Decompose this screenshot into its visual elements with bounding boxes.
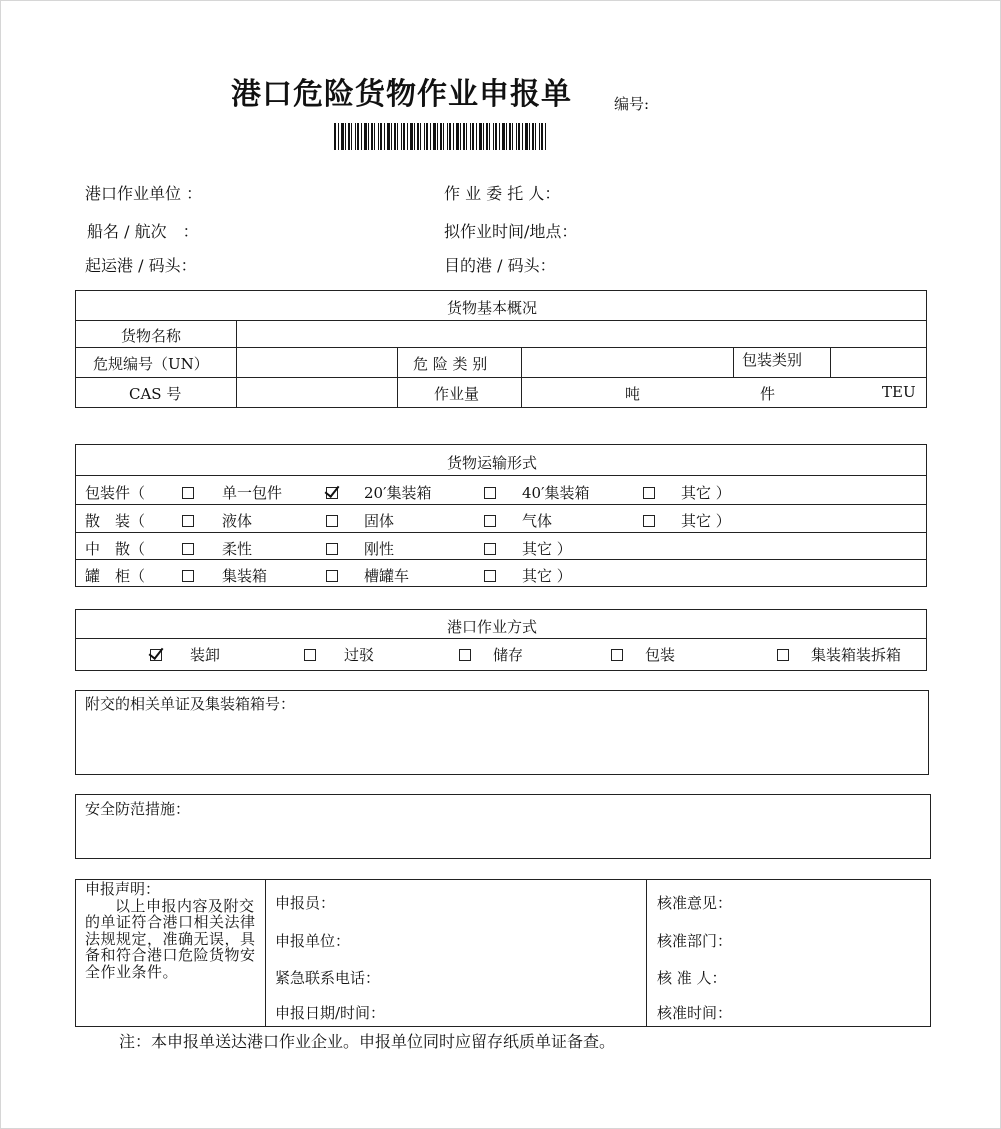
- option-label: 气体: [522, 512, 553, 530]
- transport-row-label: 散 装（: [85, 512, 146, 530]
- checkbox-icon[interactable]: [182, 487, 194, 499]
- checkbox-icon[interactable]: [643, 487, 655, 499]
- option-lightering[interactable]: [304, 644, 374, 665]
- form-number-label: 编号:: [614, 95, 650, 113]
- option-container-stuffing[interactable]: [777, 644, 901, 665]
- option-label: 其它 ）: [522, 540, 572, 558]
- unit-piece-label: 件: [760, 385, 776, 403]
- option-single-package[interactable]: [182, 482, 282, 503]
- checkbox-icon[interactable]: [459, 649, 471, 661]
- option-loading-unloading[interactable]: [150, 644, 220, 665]
- checkbox-icon[interactable]: [484, 543, 496, 555]
- transport-row-label: 中 散（: [85, 540, 146, 558]
- option-gas[interactable]: [484, 510, 552, 531]
- unit-ton-label: 吨: [625, 385, 641, 403]
- transport-row-label: 罐 柜（: [85, 567, 146, 585]
- option-solid[interactable]: [326, 510, 394, 531]
- checkbox-icon[interactable]: [611, 649, 623, 661]
- quantity-label: 作业量: [434, 385, 480, 403]
- checkbox-icon[interactable]: [182, 570, 194, 582]
- option-rigid[interactable]: [326, 538, 394, 559]
- checkbox-icon[interactable]: [484, 515, 496, 527]
- checked-checkbox-icon[interactable]: [326, 487, 338, 499]
- option-liquid[interactable]: [182, 510, 252, 531]
- option-label: 集装箱: [222, 567, 268, 585]
- declaring-unit-label: 申报单位：: [275, 932, 351, 950]
- cas-number-label: CAS 号: [129, 385, 182, 403]
- declarant-label: 申报员：: [275, 894, 336, 912]
- option-label: 装卸: [190, 646, 221, 664]
- option-ibc-other[interactable]: [484, 538, 572, 559]
- option-label: 柔性: [222, 540, 253, 558]
- cargo-name-label: 货物名称: [121, 327, 182, 345]
- safety-measures-label: 安全防范措施：: [85, 800, 191, 818]
- un-number-label: 危规编号（UN）: [93, 355, 209, 373]
- option-label: 槽罐车: [364, 567, 410, 585]
- hazard-class-label: 危 险 类 别: [413, 355, 488, 373]
- option-flexible[interactable]: [182, 538, 252, 559]
- transport-header: 货物运输形式: [447, 454, 538, 472]
- port-unit-label: 港口作业单位 ：: [85, 184, 203, 203]
- option-label: 刚性: [364, 540, 395, 558]
- option-label: 集装箱装拆箱: [811, 646, 902, 664]
- option-label: 40′集装箱: [522, 484, 590, 502]
- checkbox-icon[interactable]: [304, 649, 316, 661]
- approval-dept-label: 核准部门：: [657, 932, 733, 950]
- option-label: 其它 ）: [522, 567, 572, 585]
- declaration-statement: [85, 881, 263, 980]
- option-bulk-other[interactable]: [643, 510, 731, 531]
- unit-teu-label: TEU: [882, 383, 916, 401]
- option-20ft-container[interactable]: [326, 482, 432, 503]
- option-label: 其它 ）: [681, 512, 731, 530]
- option-packing[interactable]: [611, 644, 675, 665]
- checkbox-icon[interactable]: [777, 649, 789, 661]
- checkbox-icon[interactable]: [484, 570, 496, 582]
- approval-time-label: 核准时间：: [657, 1004, 733, 1022]
- approval-opinion-label: 核准意见：: [657, 894, 733, 912]
- declaration-title: 申报声明：: [85, 880, 161, 898]
- checkbox-icon[interactable]: [643, 515, 655, 527]
- option-label: 固体: [364, 512, 395, 530]
- vessel-voyage-label: 船名 / 航次 ：: [87, 222, 199, 241]
- form-title: 港口危险货物作业申报单: [231, 77, 572, 112]
- packing-group-label: 包装类别: [742, 351, 803, 369]
- checked-checkbox-icon[interactable]: [150, 649, 162, 661]
- option-label: 储存: [493, 646, 524, 664]
- planned-time-location-label: 拟作业时间/地点：: [444, 222, 578, 241]
- client-label: 作 业 委 托 人：: [444, 184, 561, 203]
- checkbox-icon[interactable]: [326, 570, 338, 582]
- footer-note: 注：本申报单送达港口作业企业。申报单位同时应留存纸质单证备查。: [119, 1032, 616, 1051]
- destination-port-label: 目的港 / 码头：: [444, 256, 556, 275]
- cargo-basic-header: 货物基本概况: [447, 299, 538, 317]
- checkbox-icon[interactable]: [326, 543, 338, 555]
- option-tank-other[interactable]: [484, 565, 572, 586]
- declaration-datetime-label: 申报日期/时间：: [275, 1004, 386, 1022]
- approver-label: 核 准 人：: [657, 969, 727, 987]
- option-label: 20′集装箱: [364, 484, 432, 502]
- emergency-phone-label: 紧急联系电话：: [275, 969, 381, 987]
- declaration-body: 以上申报内容及附交的单证符合港口相关法律法规规定，准确无误，具备和符合港口危险货物安全作业条件。: [85, 896, 256, 981]
- barcode: [334, 123, 548, 150]
- checkbox-icon[interactable]: [484, 487, 496, 499]
- option-storage[interactable]: [459, 644, 523, 665]
- option-tank-truck[interactable]: [326, 565, 409, 586]
- checkbox-icon[interactable]: [182, 515, 194, 527]
- operation-header: 港口作业方式: [447, 618, 538, 636]
- option-label: 单一包件: [222, 484, 283, 502]
- checkbox-icon[interactable]: [182, 543, 194, 555]
- option-package-other[interactable]: [643, 482, 731, 503]
- option-label: 液体: [222, 512, 253, 530]
- option-label: 包装: [645, 646, 676, 664]
- origin-port-label: 起运港 / 码头：: [85, 256, 197, 275]
- option-40ft-container[interactable]: [484, 482, 590, 503]
- option-tank-container[interactable]: [182, 565, 267, 586]
- option-label: 过驳: [344, 646, 375, 664]
- safety-measures-box[interactable]: [75, 794, 931, 859]
- checkbox-icon[interactable]: [326, 515, 338, 527]
- transport-row-label: 包装件（: [85, 484, 146, 502]
- attachments-label: 附交的相关单证及集装箱箱号：: [85, 695, 296, 713]
- option-label: 其它 ）: [681, 484, 731, 502]
